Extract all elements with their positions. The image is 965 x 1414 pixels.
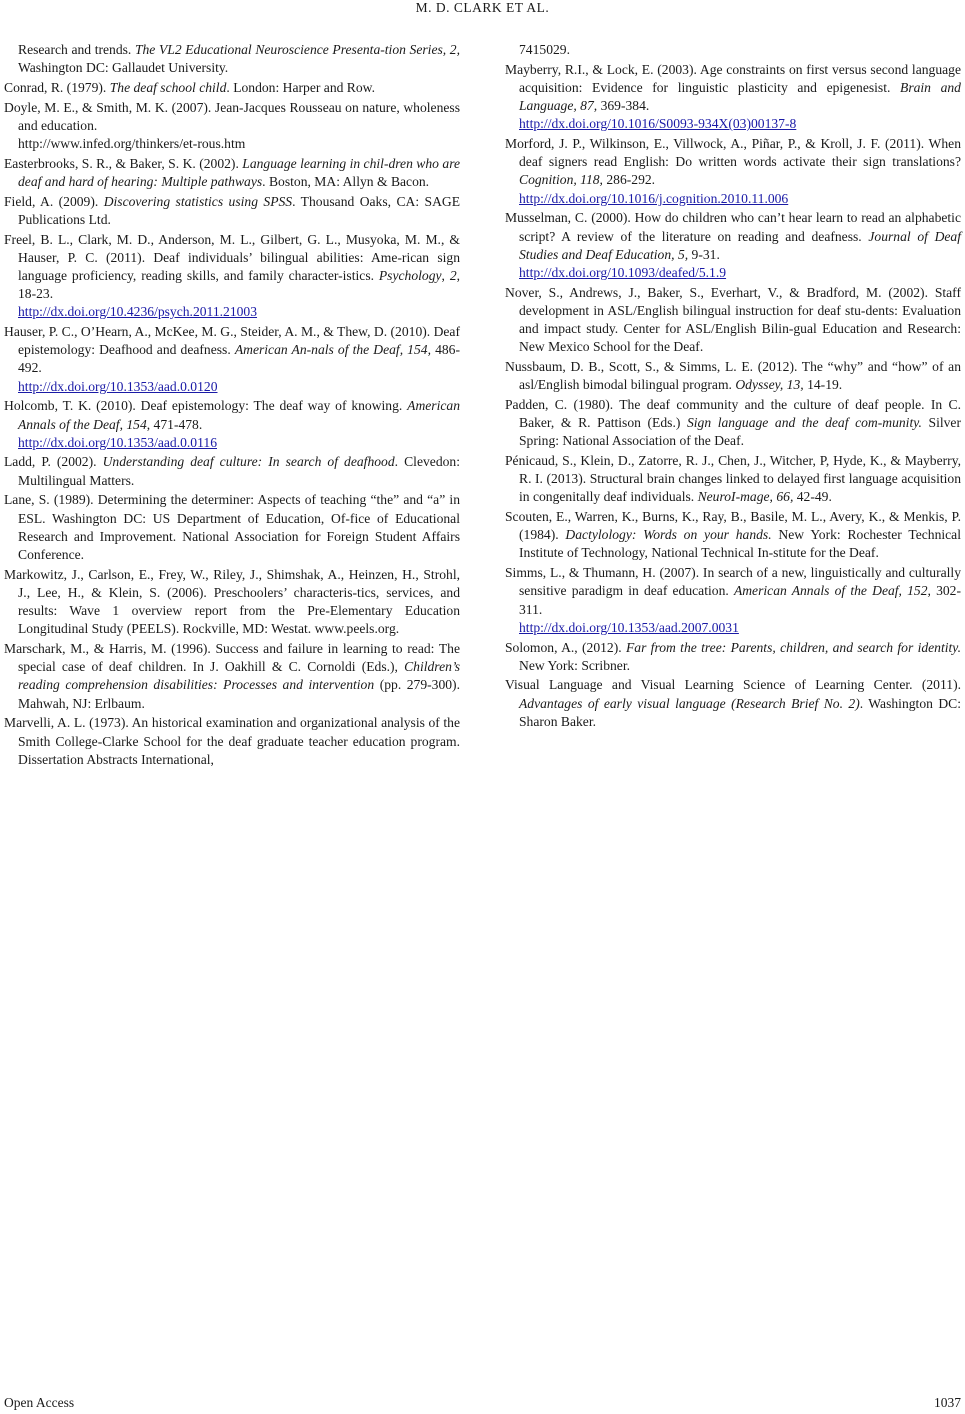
reference-italic-text: Cognition, 118,	[519, 172, 603, 188]
reference-italic-text: Dactylology: Words on your hands.	[565, 527, 772, 543]
reference-text: ,	[441, 267, 450, 283]
references-left-column	[4, 41, 460, 770]
doi-link[interactable]: http://dx.doi.org/10.4236/psych.2011.21003	[18, 304, 258, 320]
reference-italic-text: Sign language and the deaf com-munity.	[686, 415, 922, 431]
reference-italic-text: American An-nals of the Deaf, 154,	[234, 342, 431, 358]
reference-text: 14-19.	[803, 377, 843, 393]
reference-entry	[505, 358, 961, 394]
reference-text: Silver Spring: National Association of the Deaf.	[519, 415, 961, 449]
reference-entry	[4, 41, 460, 77]
reference-entry	[4, 640, 460, 713]
page-number: 1037	[934, 1395, 961, 1410]
reference-text: 7415029.	[519, 42, 570, 57]
reference-italic-text: Discovering statistics using SPSS	[103, 193, 293, 209]
doi-link[interactable]: http://dx.doi.org/10.1016/S0093-934X(03)00137-8	[519, 116, 797, 132]
reference-text: 42-49.	[793, 489, 832, 505]
doi-link[interactable]: http://dx.doi.org/10.1093/deafed/5.1.9	[519, 264, 727, 280]
reference-text: Nover, S., Andrews, J., Baker, S., Everhart, V., & Bradford, M. (2002). Staff development in ASL/English bilingual instruction for deaf stu-dents: Evaluation and impact study. Center for ASL/English Bilin-gual Education and Research: New Mexico School for the Deaf.	[505, 284, 961, 355]
reference-entry	[505, 41, 961, 59]
reference-text: Markowitz, J., Carlson, E., Frey, W., Riley, J., Shimshak, A., Heinzen, H., Strohl, J., Lee, H., & Klein, S. (2006). Preschoolers’ characteris-tics, services, and results: Wave 1 overview report from the Pre-Elementary Education Longitudinal Study (PEELS). Rockville, MD: Westat. www.peels.org.	[4, 566, 460, 637]
reference-entry	[4, 193, 460, 229]
reference-entry	[4, 453, 460, 489]
reference-text: Field, A. (2009).	[4, 193, 104, 209]
reference-text: . London: Harper and Row.	[226, 79, 376, 95]
reference-entry	[505, 564, 961, 637]
reference-text: . Clevedon: Multilingual Matters.	[18, 454, 460, 488]
reference-italic-text: Journal of Deaf Studies and Deaf Education, 5,	[519, 228, 961, 262]
reference-text: Hauser, P. C., O’Hearn, A., McKee, M. G., Steider, A. M., & Thew, D. (2010). Deaf epistemology: Deafhood and deafness.	[4, 324, 460, 358]
reference-italic-text: NeuroI-mage, 66,	[697, 489, 794, 505]
reference-text: Doyle, M. E., & Smith, M. K. (2007). Jean-Jacques Rousseau on nature, wholeness and education.	[4, 99, 460, 133]
reference-text: Musselman, C. (2000). How do children who can’t hear learn to read an alphabetic script? A review of the literature on reading and deafness.	[505, 210, 961, 244]
reference-italic-text: Understanding deaf culture: In search of deafhood	[102, 454, 395, 470]
reference-text: Visual Language and Visual Learning Science of Learning Center. (2011).	[505, 677, 961, 693]
reference-text: 486-492.	[18, 342, 460, 376]
doi-link[interactable]: http://dx.doi.org/10.1353/aad.0.0116	[18, 434, 217, 450]
reference-italic-text: 2	[449, 267, 457, 283]
reference-text: Freel, B. L., Clark, M. D., Anderson, M. L., Gilbert, G. L., Musyoka, M. M., & Hauser, P. C. (2011). Deaf individuals’ bilingual abilities: Ame-rican sign language proficiency, reading skills, and family character-istics.	[4, 231, 460, 283]
reference-text: , 471-478.	[146, 416, 203, 432]
reference-entry	[4, 397, 460, 452]
reference-text: Mayberry, R.I., & Lock, E. (2003). Age constraints on first versus second language acquisition: Evidence for linguistic plasticity and epigenesist.	[505, 61, 961, 95]
reference-italic-text: Language learning in chil-dren who are deaf and hard of hearing: Multiple pathways	[18, 155, 461, 189]
reference-text: Ladd, P. (2002).	[4, 454, 103, 470]
reference-entry	[505, 452, 961, 507]
reference-entry	[505, 396, 961, 451]
reference-entry	[4, 566, 460, 639]
reference-text: Marvelli, A. L. (1973). An historical examination and organizational analysis of the Smith College-Clarke School for the deaf graduate teacher education program. Dissertation Abstracts International,	[4, 715, 460, 767]
reference-italic-text: American Annals of the Deaf, 152,	[733, 583, 931, 599]
reference-italic-text: Far from the tree: Parents, children, and search for identity.	[625, 639, 961, 655]
reference-text: Scouten, E., Warren, K., Burns, K., Ray, B., Basile, M. L., Avery, K., & Menkis, P. (1984).	[505, 509, 961, 543]
reference-text: 369-384.	[597, 98, 650, 114]
reference-text: Conrad, R. (1979).	[4, 79, 110, 95]
reference-text: Simms, L., & Thumann, H. (2007). In search of a new, linguistically and culturally sensitive paradigm in deaf education.	[505, 565, 961, 599]
reference-text: Washington DC: Gallaudet University.	[18, 60, 229, 76]
reference-italic-text: Brain and Language, 87,	[519, 79, 961, 114]
reference-italic-text: Children’s reading comprehension disabilities: Processes and intervention	[18, 659, 460, 693]
reference-italic-text: Advantages of early visual language (Research Brief No. 2)	[519, 695, 860, 711]
reference-entry	[4, 491, 460, 564]
reference-entry	[505, 61, 961, 134]
reference-entry	[505, 676, 961, 731]
reference-web-address: http://www.infed.org/thinkers/et-rous.htm	[18, 136, 246, 152]
reference-text: 302-311.	[519, 583, 962, 617]
reference-entry	[4, 79, 460, 97]
footer-open-access: Open Access	[4, 1395, 75, 1410]
reference-entry	[4, 99, 460, 154]
reference-text: , 18-23.	[18, 267, 461, 302]
reference-italic-text: Odyssey, 13,	[735, 377, 804, 393]
reference-italic-text: Psychology	[378, 267, 442, 283]
reference-entry	[505, 639, 961, 675]
reference-text: Pénicaud, S., Klein, D., Zatorre, R. J., Chen, J., Witcher, P, Hyde, K., & Mayberry, R. I. (2013). Structural brain changes linked to delayed first language acquisition in congenitally deaf individuals.	[505, 452, 961, 505]
reference-text: Padden, C. (1980). The deaf community and the culture of deaf people. In C. Baker, & R. Pattison (Eds.)	[505, 396, 961, 431]
reference-text: Solomon, A., (2012).	[505, 639, 626, 655]
doi-link[interactable]: http://dx.doi.org/10.1016/j.cognition.2010.11.006	[519, 190, 789, 206]
reference-text: ,	[119, 416, 127, 432]
running-head: M. D. CLARK ET AL.	[415, 0, 550, 15]
references-right-column	[505, 41, 961, 733]
reference-text: . Boston, MA: Allyn & Bacon.	[262, 173, 430, 189]
reference-entry	[4, 231, 460, 322]
reference-entry	[4, 155, 460, 191]
reference-entry	[505, 284, 961, 357]
reference-text: Research and trends.	[18, 42, 135, 57]
reference-italic-text: The VL2 Educational Neuroscience Presenta-tion Series, 2,	[134, 42, 460, 57]
reference-text: Lane, S. (1989). Determining the determiner: Aspects of teaching “the” and “a” in ESL. Washington DC: US Department of Education, Of-fice of Educational Research and Improvement. National Association for Foreign Student Affairs Conference.	[4, 492, 460, 562]
reference-text: (pp. 279-300). Mahwah, NJ: Erlbaum.	[18, 677, 460, 711]
reference-text: 286-292.	[602, 172, 656, 188]
reference-text: Holcomb, T. K. (2010). Deaf epistemology: The deaf way of knowing.	[4, 398, 408, 414]
reference-italic-text: American Annals of the Deaf	[18, 398, 460, 432]
reference-italic-text: 154	[126, 416, 147, 432]
reference-text: Nussbaum, D. B., Scott, S., & Simms, L. E. (2012). The “why” and “how” of an asl/English bimodal bilingual program.	[505, 358, 961, 393]
doi-link[interactable]: http://dx.doi.org/10.1353/aad.2007.0031	[519, 619, 739, 635]
reference-text: New York: Scribner.	[519, 657, 631, 673]
reference-italic-text: The deaf school child	[109, 79, 227, 95]
reference-entry	[505, 135, 961, 208]
doi-link[interactable]: http://dx.doi.org/10.1353/aad.0.0120	[18, 378, 218, 394]
reference-text: Morford, J. P., Wilkinson, E., Villwock, A., Piñar, P., & Kroll, J. F. (2011). When deaf signers read English: Do written words activate their sign translations?	[505, 136, 961, 170]
reference-text: . Thousand Oaks, CA: SAGE Publications Ltd.	[18, 193, 461, 227]
reference-entry	[4, 714, 460, 769]
reference-text: Easterbrooks, S. R., & Baker, S. K. (2002).	[4, 155, 243, 171]
reference-text: New York: Rochester Technical Institute of Technology, National Technical In-stitute for the Deaf.	[519, 527, 961, 561]
reference-entry	[505, 508, 961, 563]
reference-entry	[505, 209, 961, 282]
reference-text: 9-31.	[688, 246, 720, 262]
reference-text: Marschark, M., & Harris, M. (1996). Success and failure in learning to read: The special case of deaf children. In J. Oakhill & C. Cornoldi (Eds.),	[4, 641, 460, 675]
reference-entry	[4, 323, 460, 396]
reference-text: . Washington DC: Sharon Baker.	[519, 695, 961, 729]
